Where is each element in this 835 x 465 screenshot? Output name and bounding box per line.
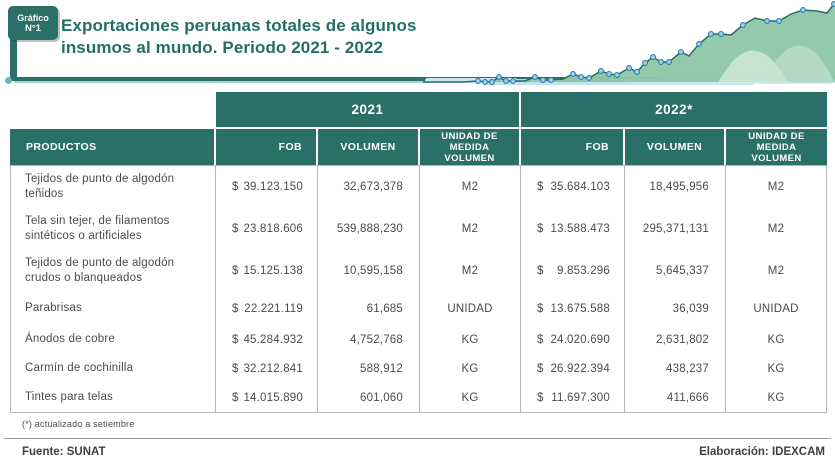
volumen-2022-value: 411,666 [625,383,726,412]
volumen-2021-value: 539,888,230 [318,208,420,250]
elaboration-label: Elaboración: IDEXCAM [699,446,825,458]
fob-2022-cell [521,292,625,325]
table-row [11,383,826,412]
product-name: Parabrisas [11,292,216,325]
unidad-2022-value: KG [767,362,785,375]
unidad-2021-value: KG [420,383,521,412]
fob-2022-cell [521,250,625,292]
decorative-trend-chart [423,0,835,88]
year-row-spacer [10,92,216,127]
product-name: Tejidos de punto de algodón crudos o blanqueados [11,250,216,292]
column-header-row [10,129,827,165]
fob-2022-value: 9.853.296 [557,265,610,277]
fob-2021-value: 23.818.606 [243,223,303,235]
unidad-2021-value: UNIDAD [420,292,521,325]
volumen-2022-value: 295,371,131 [625,208,726,250]
currency-symbol: $ [232,223,239,235]
header-productos: PRODUCTOS [10,129,216,165]
fob-2022-cell [521,208,625,250]
accent-vertical-bar [10,34,17,81]
figure-number-badge [8,6,58,40]
table-row [11,325,826,354]
product-name: Tela sin tejer, de filamentos sintéticos o artificiales [11,208,216,250]
figure-title-line2: insumos al mundo. Periodo 2021 - 2022 [61,37,384,57]
volumen-2021-value: 10,595,158 [318,250,420,292]
currency-symbol: $ [537,302,544,315]
header-fob-2022: FOB [521,129,625,165]
header-unidad-2022 [726,129,827,165]
header-unidad-2021 [420,129,521,165]
volumen-2022-value: 5,645,337 [625,250,726,292]
volumen-2022-value: 36,039 [625,292,726,325]
badge-word: Gráfico [17,12,49,23]
badge-number: N°1 [25,22,41,34]
currency-symbol: $ [232,265,239,277]
figure-title [61,15,417,58]
currency-symbol: $ [537,362,544,375]
unidad-2022-value: KG [767,391,785,404]
volumen-2021-value: 4,752,768 [318,325,420,354]
fob-2022-value: 13.675.588 [550,302,610,315]
currency-symbol: $ [537,391,544,404]
fob-2021-value: 14.015.890 [243,391,303,404]
accent-horizontal-rule-soft [14,81,835,83]
volumen-2022-value: 438,237 [625,354,726,383]
currency-symbol: $ [537,265,544,277]
fob-2021-cell [216,166,318,208]
fob-2021-value: 39.123.150 [243,181,303,193]
fob-2021-cell [216,383,318,412]
unidad-2022-value: M2 [767,223,785,235]
fob-2021-value: 32.212.841 [243,362,303,375]
fob-2022-cell [521,166,625,208]
unidad-2022-value: M2 [767,181,785,193]
source-label: Fuente: SUNAT [22,446,106,458]
volumen-2021-value: 61,685 [318,292,420,325]
currency-symbol: $ [232,302,239,315]
unidad-2022-value: KG [767,333,785,346]
year-group-2022: 2022* [521,92,827,127]
figure-header [0,0,835,90]
fob-2022-value: 26.922.394 [550,362,610,375]
fob-2021-cell [216,354,318,383]
currency-symbol: $ [537,223,544,235]
fob-2022-value: 24.020.690 [550,333,610,346]
fob-2022-value: 35.684.103 [550,181,610,193]
header-fob-2021: FOB [216,129,318,165]
product-name: Ánodos de cobre [11,325,216,354]
fob-2022-cell [521,354,625,383]
volumen-2021-value: 32,673,378 [318,166,420,208]
unidad-2021-value: M2 [420,166,521,208]
exports-table [10,92,827,413]
currency-symbol: $ [537,181,544,193]
unidad-2022-value: UNIDAD [753,302,799,315]
header-unidad-2022-label: UNIDAD DE MEDIDA VOLUMEN [748,130,805,164]
table-row [11,208,826,250]
fob-2021-cell [216,208,318,250]
year-group-2021: 2021 [216,92,521,127]
currency-symbol: $ [232,333,239,346]
product-name: Tejidos de punto de algodón teñidos [11,166,216,208]
unidad-2021-value: M2 [420,208,521,250]
header-volumen-2022: VOLUMEN [625,129,726,165]
currency-symbol: $ [232,362,239,375]
header-unidad-2021-label: UNIDAD DE MEDIDA VOLUMEN [441,130,498,164]
fob-2022-value: 11.697.300 [551,391,610,404]
table-row [11,292,826,325]
footnote: (*) actualizado a setiembre [22,419,135,429]
fob-2022-value: 13.588.473 [550,223,610,235]
currency-symbol: $ [232,181,239,193]
fob-2021-value: 22.221.119 [244,302,303,315]
fob-2021-value: 45.284.932 [243,333,303,346]
year-group-row [10,92,827,127]
unidad-2021-value: M2 [420,250,521,292]
unidad-2022-value: M2 [767,265,785,277]
table-row [11,250,826,292]
volumen-2022-value: 2,631,802 [625,325,726,354]
footer-divider [4,438,831,439]
fob-2021-cell [216,292,318,325]
product-name: Carmín de cochinilla [11,354,216,383]
fob-2021-cell [216,325,318,354]
fob-2021-value: 15.125.138 [243,265,303,277]
table-row [11,354,826,383]
accent-corner-dot [5,77,12,84]
volumen-2021-value: 601,060 [318,383,420,412]
volumen-2022-value: 18,495,956 [625,166,726,208]
table-body [10,165,827,413]
fob-2021-cell [216,250,318,292]
figure-title-line1: Exportaciones peruanas totales de algunos [61,16,417,35]
volumen-2021-value: 588,912 [318,354,420,383]
unidad-2021-value: KG [420,354,521,383]
table-row [11,166,826,208]
currency-symbol: $ [232,391,239,404]
product-name: Tintes para telas [11,383,216,412]
fob-2022-cell [521,325,625,354]
fob-2022-cell [521,383,625,412]
header-volumen-2021: VOLUMEN [318,129,420,165]
unidad-2021-value: KG [420,325,521,354]
currency-symbol: $ [537,333,544,346]
